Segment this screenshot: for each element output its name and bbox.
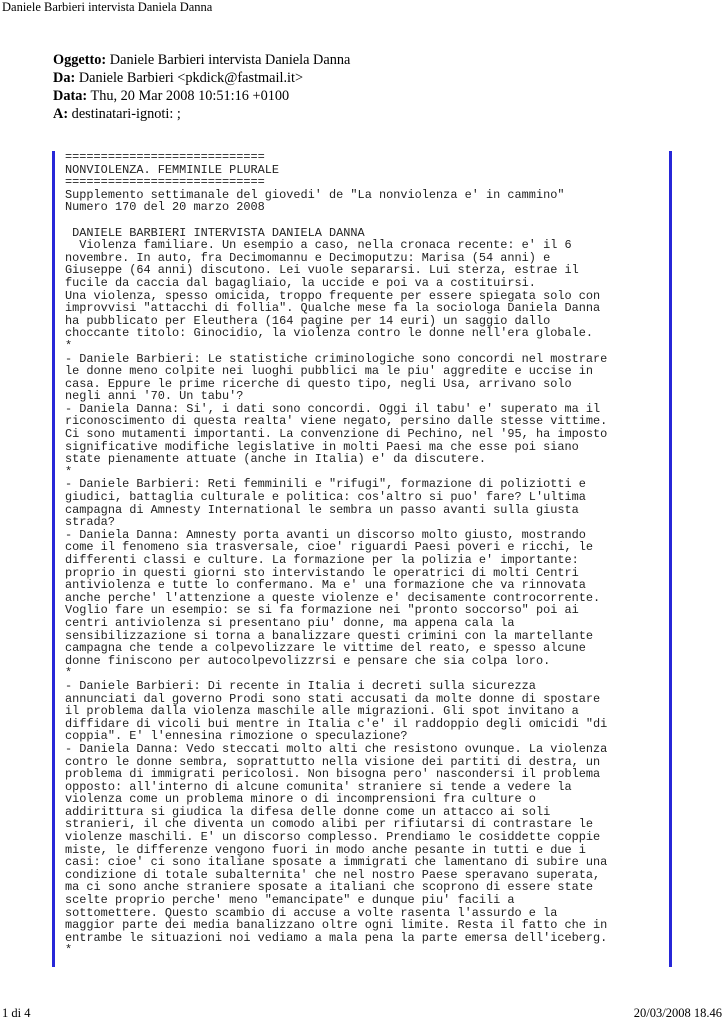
body-line: violenza come un problema minore o di incomprensioni fra culture o (65, 792, 536, 807)
body-line: Violenza familiare. Un esempio a caso, nella cronaca recente: e' il 6 (65, 238, 572, 253)
body-line: choccante titolo: Ginocidio, la violenza contro le donne nell'era globale. (65, 326, 594, 341)
body-line: antiviolenza e tutte lo confermano. Ma e' una formazione che va rinnovata (65, 578, 586, 593)
body-line: donne finiscono per autocolpevolizzrsi e pensare che sia colpa loro. (65, 653, 551, 668)
body-line: * (65, 464, 73, 479)
body-line: campagna di Amnesty International le sembra un passo avanti sulla giusta (65, 502, 579, 517)
body-line: - Daniela Danna: Si', i dati sono concordi. Oggi il tabu' e' superato ma il (65, 401, 601, 416)
body-line: differenti classi e culture. La formazione per la polizia e' importante: (65, 553, 579, 567)
body-line: DANIELE BARBIERI INTERVISTA DANIELA DANNA (65, 225, 365, 240)
body-line: coppia". E' l'ennesina rimozione o speculazione? (65, 729, 408, 744)
print-page-header: Daniele Barbieri intervista Daniela Danna (2, 0, 213, 14)
body-line: strada? (65, 515, 115, 530)
body-line: NONVIOLENZA. FEMMINILE PLURALE (65, 162, 280, 177)
body-line: sottomettere. Questo scambio di accuse a volte rasenta l'assurdo e la (65, 905, 558, 920)
body-line: entrambe le situazioni noi vediamo a mala pena la parte emersa dell'iceberg. (65, 930, 608, 945)
body-line: Una violenza, spesso omicida, troppo frequente per essere spiegata solo con (65, 288, 601, 303)
body-line: significative modifiche legislative in molti Paesi ma che esse poi siano (65, 439, 579, 454)
email-header (53, 51, 350, 123)
body-line: improvvisi "attacchi di follia". Qualche mese fa la sociologa Daniela Danna (65, 301, 601, 316)
subject-value: Daniele Barbieri intervista Daniela Danna (109, 52, 351, 68)
body-line: casi: cioe' ci sono italiane sposate a immigrati che lamentano di subire una (65, 855, 608, 870)
subject-row (53, 51, 350, 69)
body-line: Ci sono mutamenti importanti. La convenzione di Pechino, nel '95, ha imposto (65, 427, 608, 442)
from-row (53, 69, 350, 87)
to-label: A: (53, 106, 69, 122)
from-label: Da: (53, 70, 76, 86)
body-line: violenze maschili. E' un discorso complesso. Prendiamo le cosiddette coppie (65, 830, 601, 845)
body-line: ============================ (65, 150, 265, 164)
print-timestamp: 20/03/2008 18.46 (633, 1006, 722, 1020)
body-line: ma ci sono anche straniere sposate a italiani che scoprono di essere state (65, 880, 594, 895)
body-line: proprio in questi giorni sto intervistando le operatrici di molti Centri (65, 565, 579, 580)
body-line: giudici, battaglia culturale e politica: cos'altro si puo' fare? L'ultima (65, 490, 586, 505)
body-line: miste, le differenze vengono fuori in modo anche pesante in tutti e due i (65, 842, 586, 857)
body-line: le donne meno colpite nei luoghi pubblici ma le piu' aggredite e uccise in (65, 364, 594, 379)
body-line: negli anni '70. Un tabu'? (65, 389, 244, 404)
page-counter: 1 di 4 (2, 1006, 31, 1020)
body-line: condizione di totale subalternita' che nel nostro Paese speravano superata, (65, 867, 601, 882)
body-line: ha pubblicato per Eleuthera (164 pagine per 14 euri) un saggio dallo (65, 313, 551, 328)
quote-bar-left (52, 151, 55, 967)
body-line: - Daniela Danna: Amnesty porta avanti un discorso molto giusto, mostrando (65, 527, 586, 542)
body-line (65, 214, 665, 227)
body-line: - Daniele Barbieri: Le statistiche criminologiche sono concordi nel mostrare (65, 351, 608, 366)
body-line: ============================ (65, 175, 265, 190)
body-line: addirittura si giudica la difesa delle donne come un attacco ai soli (65, 804, 551, 819)
body-line: Voglio fare un esempio: se si fa formazione nei "pronto soccorso" poi ai (65, 603, 579, 618)
body-line: come il fenomeno sia trasversale, cioe' riguardi Paesi poveri e ricchi, le (65, 540, 594, 555)
body-line: Giuseppe (64 anni) discutono. Lei vuole separarsi. Lui sterza, estrae il (65, 263, 579, 278)
body-line: anche perche' l'attenzione a queste violenze e' decisamente controcorrente. (65, 590, 601, 605)
body-line: diffidare di vicoli bui mentre in Italia c'e' il raddoppio degli omicidi "di (65, 716, 608, 731)
body-line: campagna che tende a colpevolizzare le vittime del reato, e spesso alcune (65, 641, 586, 656)
body-line: state pienamente attuate (anche in Italia) e' da discutere. (65, 452, 486, 467)
body-line: Numero 170 del 20 marzo 2008 (65, 200, 265, 215)
body-line: maggior parte dei media banalizzano oltre ogni limite. Resta il fatto che in (65, 918, 608, 933)
body-line: novembre. In auto, fra Decimomannu e Decimoputzu: Marisa (54 anni) e (65, 250, 551, 265)
body-line: - Daniele Barbieri: Reti femminili e "rifugi", formazione di poliziotti e (65, 477, 586, 492)
to-value: destinatari-ignoti: ; (71, 106, 181, 122)
body-line: riconoscimento di questa realta' viene negato, persino dalle stesse vittime. (65, 414, 608, 429)
date-value: Thu, 20 Mar 2008 10:51:16 +0100 (90, 88, 290, 104)
body-line: annunciati dal governo Prodi sono stati accusati da molte donne di spostare (65, 691, 601, 706)
body-line: sensibilizzazione si torna a banalizzare questi crimini con la martellante (65, 628, 594, 643)
body-line: opposto: all'interno di alcune comunita' straniere si tende a vedere la (65, 779, 572, 794)
body-line: * (65, 943, 73, 958)
quote-bar-right (669, 151, 672, 967)
body-line: * (65, 666, 73, 681)
body-line: * (65, 338, 73, 353)
body-line: il problema dalla violenza maschile alle migrazioni. Gli spot invitano a (65, 704, 579, 719)
body-line: centri antiviolenza si presentano piu' donne, ma appena cala la (65, 615, 515, 630)
body-line: casa. Eppure le prime ricerche di questo tipo, negli Usa, arrivano solo (65, 376, 572, 391)
from-value: Daniele Barbieri <pkdick@fastmail.it> (78, 70, 304, 86)
body-line: stranieri, il che diventa un comodo alibi per rifiutarsi di contrastare le (65, 817, 594, 832)
body-line: problema di immigrati pericolosi. Non bisogna pero' nascondersi il problema (65, 767, 601, 782)
body-line: Supplemento settimanale del giovedi' de "La nonviolenza e' in cammino" (65, 187, 565, 202)
to-row (53, 105, 350, 123)
body-line: contro le donne sembra, soprattutto nella visione dei partiti di destra, un (65, 754, 601, 769)
date-row (53, 87, 350, 105)
body-line: fucile da caccia dal bagagliaio, la uccide e poi va a costituirsi. (65, 275, 536, 290)
body-line: - Daniele Barbieri: Di recente in Italia i decreti sulla sicurezza (65, 678, 536, 693)
subject-label: Oggetto: (53, 52, 107, 68)
body-line: scelte proprio perche' meno "emancipate" e dunque piu' facili a (65, 893, 515, 908)
body-line: - Daniela Danna: Vedo steccati molto alti che resistono ovunque. La violenza (65, 741, 608, 756)
message-body (65, 151, 665, 957)
date-label: Data: (53, 88, 88, 104)
